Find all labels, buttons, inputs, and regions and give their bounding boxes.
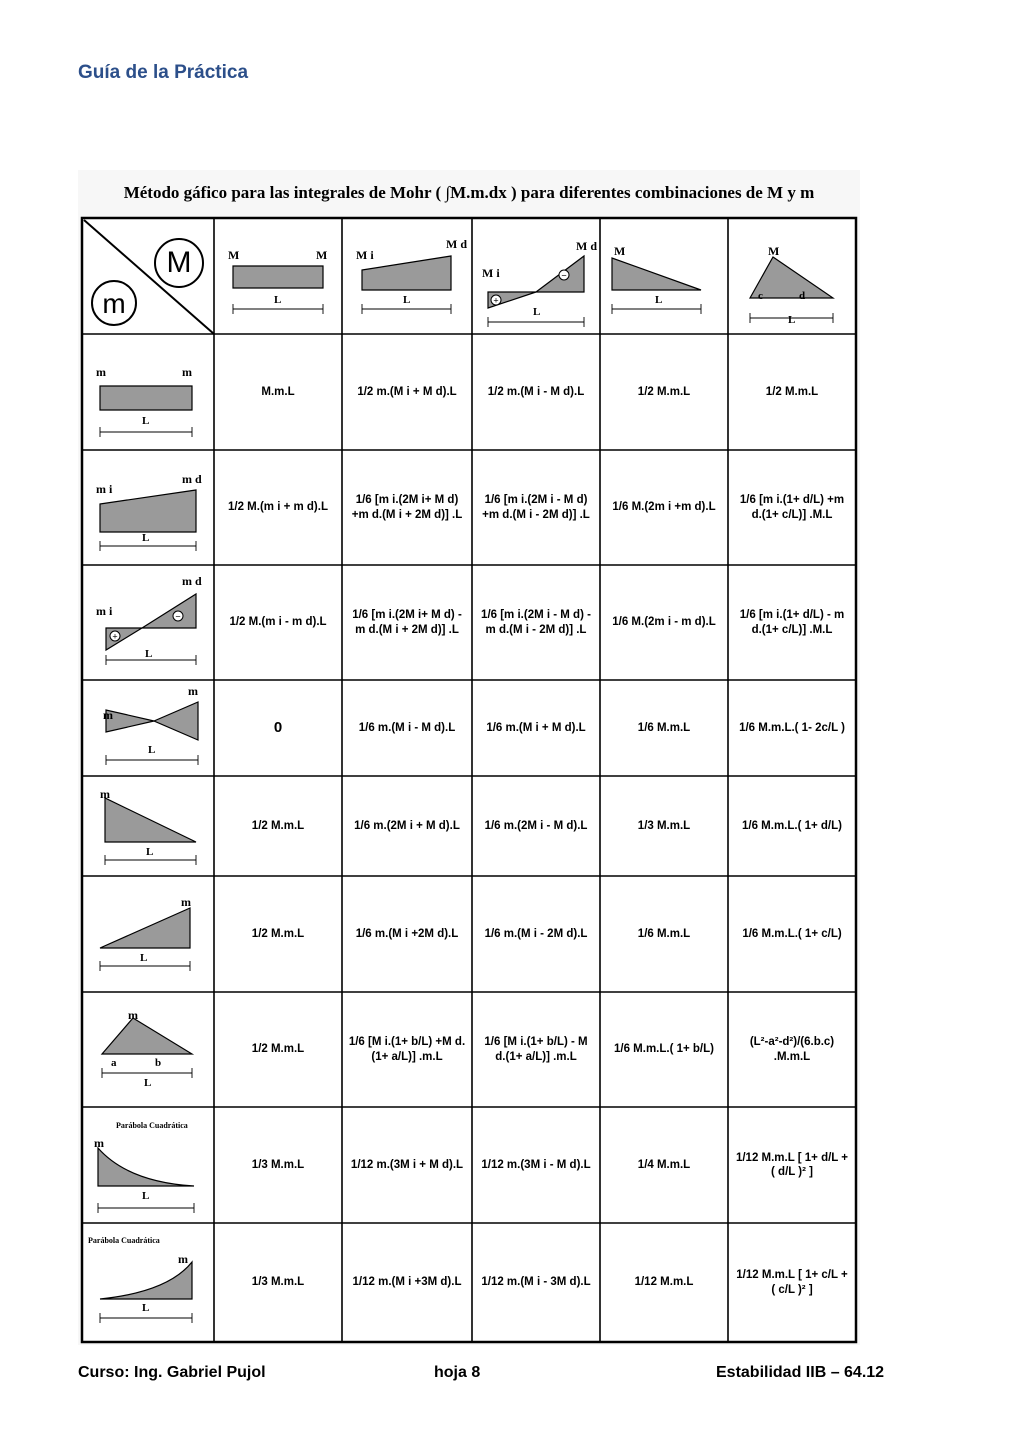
footer-course: Curso: Ing. Gabriel Pujol — [78, 1364, 266, 1381]
formula-cell-r3-c4: 1/6 M.(2m i - m d).L — [612, 616, 716, 629]
row2-label-L: L — [142, 532, 150, 544]
row4-label-right: m — [188, 684, 198, 698]
row4-label-L: L — [148, 744, 156, 756]
formula-cell-r7-c1: 1/2 M.m.L — [251, 1043, 305, 1056]
col1-rect-diagram — [233, 266, 323, 288]
formula-cell-r6-c2: 1/6 m.(M i +2M d).L — [355, 927, 459, 940]
corner-label-m: m — [102, 287, 126, 319]
row2-label-mi: m i — [96, 482, 113, 496]
formula-cell-r4-c4: 1/6 M.m.L — [637, 721, 691, 734]
col2-label-Md: M d — [446, 237, 467, 251]
formula-cell-r5-c4: 1/3 M.m.L — [637, 819, 691, 832]
formula-cell-r2-c5: 1/6 [m i.(1+ d/L) +m d.(1+ c/L)] .M.L — [739, 494, 845, 521]
row9-label-parabola: Parábola Cuadrática — [88, 1236, 160, 1245]
formula-cell-r8-c4: 1/4 M.m.L — [637, 1158, 691, 1171]
formula-cell-r1-c3: 1/2 m.(M i - M d).L — [487, 385, 585, 398]
formula-cell-r6-c4: 1/6 M.m.L — [637, 927, 691, 940]
formula-cell-r5-c1: 1/2 M.m.L — [251, 819, 305, 832]
svg-text:+: + — [112, 631, 118, 642]
col4-label-M: M — [614, 244, 626, 258]
formula-cell-r2-c4: 1/6 M.(2m i +m d).L — [612, 501, 716, 514]
formula-cell-r8-c1: 1/3 M.m.L — [251, 1158, 305, 1171]
row8-label-parabola: Parábola Cuadrática — [116, 1121, 188, 1130]
formula-cell-r4-c2: 1/6 m.(M i - M d).L — [358, 721, 456, 734]
formula-cell-r5-c5: 1/6 M.m.L.( 1+ d/L) — [741, 819, 842, 832]
row9-label-L: L — [142, 1302, 150, 1314]
row2-label-md: m d — [182, 472, 202, 486]
col1-label-left: M — [228, 248, 240, 262]
table-title: Método gáfico para las integrales de Mohr ( ∫M.m.dx ) para diferentes combinaciones de M y m — [123, 183, 815, 202]
footer-page: hoja 8 — [434, 1364, 481, 1381]
row3-label-L: L — [145, 648, 153, 660]
row3-label-md: m d — [182, 574, 202, 588]
col5-label-M: M — [768, 244, 780, 258]
formula-cell-r9-c1: 1/3 M.m.L — [251, 1276, 305, 1289]
formula-cell-r7-c3: 1/6 [M i.(1+ b/L) - M d.(1+ a/L)] .m.L — [484, 1036, 588, 1063]
formula-cell-r8-c5: 1/12 M.m.L [ 1+ d/L + ( d/L )² ] — [735, 1151, 849, 1178]
svg-text:+: + — [493, 295, 499, 306]
formula-cell-r2-c3: 1/6 [m i.(2M i - M d) +m d.(M i - 2M d)] .L — [482, 494, 590, 521]
formula-cell-r7-c4: 1/6 M.m.L.( 1+ b/L) — [613, 1043, 714, 1056]
formula-cell-r9-c2: 1/12 m.(M i +3M d).L — [352, 1276, 462, 1289]
row1-label-right: m — [182, 365, 192, 379]
row1-label-left: m — [96, 365, 106, 379]
row6-label-L: L — [140, 952, 148, 964]
formula-cell-r3-c5: 1/6 [m i.(1+ d/L) - m d.(1+ c/L)] .M.L — [739, 609, 845, 636]
svg-text:−: − — [561, 270, 567, 281]
row7-label-b: b — [155, 1057, 162, 1069]
formula-cell-r4-c3: 1/6 m.(M i + M d).L — [486, 721, 586, 734]
formula-cell-r2-c2: 1/6 [m i.(2M i+ M d) +m d.(M i + 2M d)] .L — [351, 494, 463, 521]
formula-cell-r2-c1: 1/2 M.(m i + m d).L — [227, 501, 328, 514]
formula-cell-r1-c5: 1/2 M.m.L — [765, 385, 819, 398]
col2-label-Mi: M i — [356, 248, 374, 262]
formula-cell-r6-c5: 1/6 M.m.L.( 1+ c/L) — [742, 927, 842, 940]
col5-label-d: d — [799, 290, 806, 302]
formula-cell-r4-c5: 1/6 M.m.L.( 1- 2c/L ) — [739, 721, 845, 734]
formula-cell-r4-c1: 0 — [273, 718, 283, 736]
formula-cell-r5-c3: 1/6 m.(2M i - M d).L — [484, 819, 588, 832]
formula-cell-r3-c1: 1/2 M.(m i - m d).L — [229, 616, 327, 629]
svg-text:−: − — [175, 611, 181, 622]
formula-cell-r9-c5: 1/12 M.m.L [ 1+ c/L + ( c/L )² ] — [736, 1269, 848, 1296]
formula-cell-r6-c3: 1/6 m.(M i - 2M d).L — [484, 927, 588, 940]
page-header-title: Guía de la Práctica — [78, 62, 249, 83]
row6-label-m: m — [181, 895, 191, 909]
row7-label-a: a — [111, 1057, 117, 1069]
corner-label-M: M — [166, 246, 192, 280]
footer-subject: Estabilidad IIB – 64.12 — [716, 1364, 885, 1381]
formula-cell-r5-c2: 1/6 m.(2M i + M d).L — [354, 819, 460, 832]
formula-cell-r6-c1: 1/2 M.m.L — [251, 927, 305, 940]
row7-label-m: m — [128, 1008, 138, 1022]
row8-label-L: L — [142, 1190, 150, 1202]
col2-label-L: L — [403, 294, 411, 306]
formula-cell-r3-c3: 1/6 [m i.(2M i - M d) - m d.(M i - 2M d)] .L — [481, 609, 591, 636]
formula-cell-r7-c2: 1/6 [M i.(1+ b/L) +M d.(1+ a/L)] .m.L — [348, 1036, 466, 1063]
col3-label-Mi: M i — [482, 266, 500, 280]
row5-label-m: m — [100, 787, 110, 801]
formula-cell-r9-c3: 1/12 m.(M i - 3M d).L — [481, 1276, 591, 1289]
col4-label-L: L — [655, 294, 663, 306]
col3-label-L: L — [533, 306, 541, 318]
col5-label-L: L — [788, 314, 796, 326]
col3-label-Md: M d — [576, 239, 597, 253]
formula-cell-r3-c2: 1/6 [m i.(2M i+ M d) - m d.(M i + 2M d)] .L — [352, 609, 462, 636]
col1-label-L: L — [274, 294, 282, 306]
row8-label-m: m — [94, 1136, 104, 1150]
row5-label-L: L — [146, 846, 154, 858]
row1-label-L: L — [142, 415, 150, 427]
formula-cell-r9-c4: 1/12 M.m.L — [634, 1276, 694, 1289]
formula-cell-r1-c1: M.m.L — [261, 385, 295, 398]
col1-label-right: M — [316, 248, 328, 262]
row7-label-L: L — [144, 1077, 152, 1089]
formula-cell-r8-c3: 1/12 m.(3M i - M d).L — [481, 1158, 591, 1171]
formula-cell-r8-c2: 1/12 m.(3M i + M d).L — [350, 1158, 464, 1171]
row9-label-m: m — [178, 1252, 188, 1266]
formula-cell-r1-c2: 1/2 m.(M i + M d).L — [357, 385, 457, 398]
formula-cell-r7-c5: (L²-a²-d²)/(6.b.c) .M.m.L — [749, 1036, 835, 1063]
col5-label-c: c — [758, 290, 763, 302]
row3-label-mi: m i — [96, 604, 113, 618]
formula-cell-r1-c4: 1/2 M.m.L — [637, 385, 691, 398]
row1-rect-diagram — [100, 386, 192, 410]
mohr-integrals-table-scan — [78, 170, 860, 1345]
row4-label-left: m — [103, 708, 113, 722]
